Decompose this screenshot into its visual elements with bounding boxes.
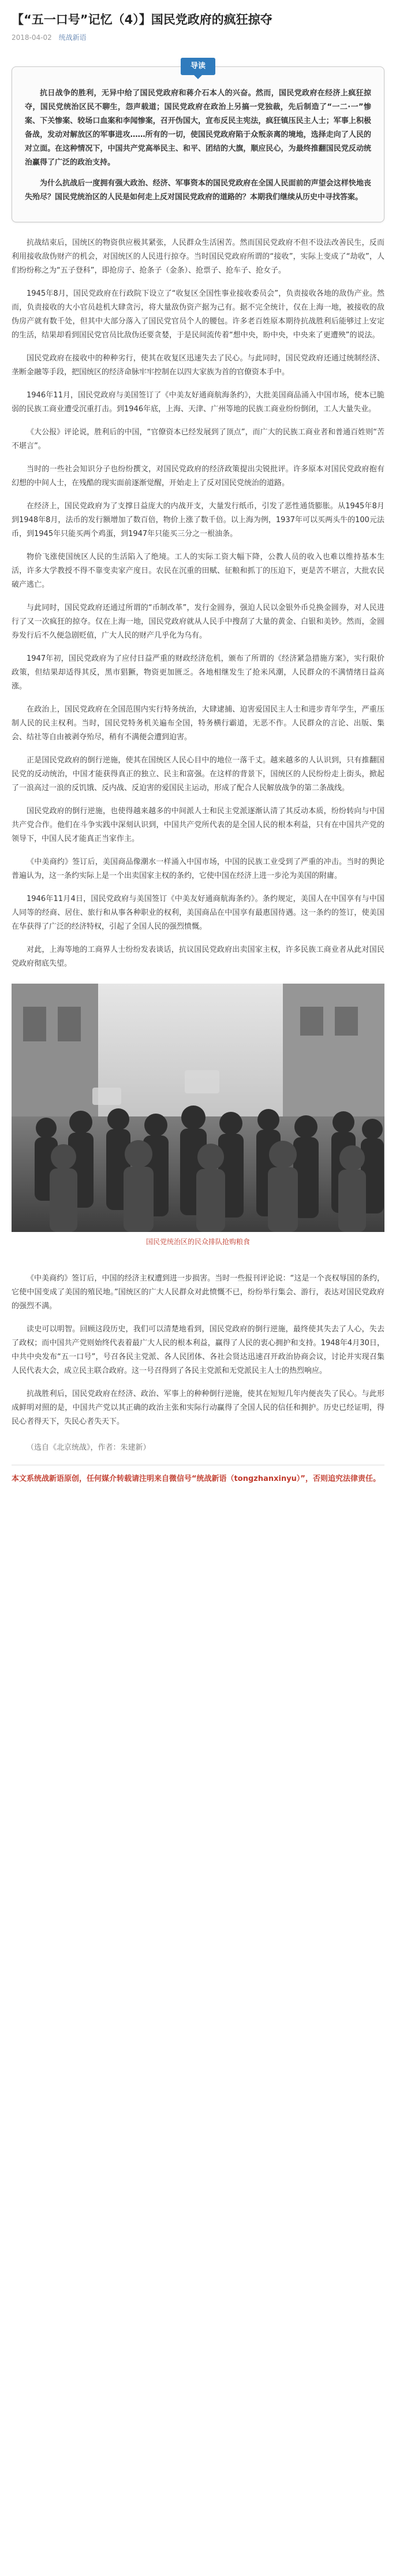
body-paragraph: 在政治上，国民党政府在全国范围内实行特务统治，大肆逮捕、迫害爱国民主人士和进步青年学生，严重压制人民的民主权利。当时，国民党特务机关遍布全国，特务横行霸道，无恶不作。人民群众的言论、出版、集会、结社等自由被剥夺殆尽，稍有不满便会遭到迫害。 — [12, 705, 384, 742]
guide-paragraph: 抗日战争的胜利，无异中给了国民党政府和蒋介石本人的兴奋。然而，国民党政府在经济上疯狂掠夺，国民党统治区民不聊生，怨声载道；国民党政府在政治上另搞一党独裁，先后制造了“一二·一”惨案、下关惨案、较场口血案和李闻惨案，召开伪国大，宣布反民主宪法，疯狂镇压民主人士；军事上积极备战，发动对解放区的军事进攻……所有的一切，使国民党政府陷于众叛亲离的境地，选择走向了人民的对立面。在这种情况下，中国共产党高举民主、和平、团结的大旗，顺应民心，为最终推翻国民党反动统治赢得了广泛的政治支持。 — [25, 89, 371, 167]
body-paragraph: 1946年11月4日，国民党政府与美国签订《中美友好通商航海条约》。条约规定，美国人在中国享有与中国人同等的经商、居住、旅行和从事各种职业的权利，美国商品在中国享有最惠国待遇。这一条约的签订，使美国在华获得了广泛的经济特权，引起了全国人民的强烈愤慨。 — [12, 895, 384, 931]
copyright-notice: 本文系统战新语原创，任何媒介转载请注明来自微信号“统战新语（tongzhanxinyu）”，否则追究法律责任。 — [12, 1475, 380, 1483]
body-paragraph: 读史可以明智。回顾这段历史，我们可以清楚地看到，国民党政府的倒行逆施，最终使其失去了人心，失去了政权；而中国共产党则始终代表着最广大人民的根本利益，赢得了人民的衷心拥护和支持。1948年4月30日，中共中央发布“五一口号”，号召各民主党派、各人民团体、各社会贤达迅速召开政治协商会议，讨论并实现召集人民代表大会，成立民主联合政府。这一号召得到了各民主党派和无党派民主人士的热烈响应。 — [12, 1325, 384, 1375]
body-paragraph: 《大公报》评论说，胜利后的中国，“官僚资本已经发展到了顶点”，而广大的民族工商业者和普通百姓则“苦不堪言”。 — [12, 428, 384, 451]
publish-date: 2018-04-02 — [12, 33, 52, 42]
body-paragraph: 国民党政府的倒行逆施，也使得越来越多的中间派人士和民主党派逐渐认清了其反动本质，纷纷转向与中国共产党合作。他们在斗争实践中深刻认识到，中国共产党所代表的是全国人民的根本利益，只有在中国共产党的领导下，中国人民才能真正当家作主。 — [12, 807, 384, 843]
source-link[interactable]: 统战新语 — [58, 33, 87, 42]
body-paragraph: 《中美商约》签订后，中国的经济主权遭到进一步损害。当时一些报刊评论说：“这是一个丧权辱国的条约，它使中国变成了美国的殖民地。”国统区的广大人民群众对此愤慨不已，纷纷举行集会、游行，表达对国民党政府的强烈不满。 — [12, 1274, 384, 1311]
article-body-continued — [0, 1258, 396, 1429]
guide-box — [12, 62, 384, 222]
guide-section — [0, 49, 396, 222]
historical-photo — [12, 984, 384, 1232]
photo-section — [0, 980, 396, 1258]
body-paragraph: 正是国民党政府的倒行逆施，使其在国统区人民心目中的地位一落千丈。越来越多的人认识到，只有推翻国民党的反动统治，中国才能获得真正的独立、民主和富强。在这样的背景下，国统区的人民纷纷走上街头，掀起了一浪高过一浪的反饥饿、反内战、反迫害的爱国民主运动，形成了配合人民解放战争的第二条战线。 — [12, 756, 384, 792]
article-meta — [0, 32, 396, 49]
body-paragraph: 在经济上，国民党政府为了支撑日益庞大的内战开支，大量发行纸币，引发了恶性通货膨胀。从1945年8月到1948年8月，法币的发行额增加了数百倍，物价上涨了数千倍。以上海为例，1937年可以买两头牛的100元法币，到1945年只能买两个鸡蛋，到1947年只能买三分之一根油条。 — [12, 502, 384, 538]
body-paragraph: 物价飞涨使国统区人民的生活陷入了绝境。工人的实际工资大幅下降，公教人员的收入也难以维持基本生活，许多大学教授不得不靠变卖家产度日。农民在沉重的田赋、征粮和抓丁的压迫下，更是苦不堪言，大批农民破产逃亡。 — [12, 553, 384, 589]
guide-paragraph: 为什么抗战后一度拥有强大政治、经济、军事资本的国民党政府在全国人民面前的声望会这样快地丧失殆尽？国民党统治区的人民是如何走上反对国民党政府的道路的？本期我们继续从历史中寻找答案。 — [25, 179, 371, 202]
body-paragraph: 抗战结束后，国统区的物资供应极其紧张，人民群众生活困苦。然而国民党政府不但不设法改善民生，反而利用接收敌伪财产的机会，对国统区的人民进行掠夺。当时国民党政府所谓的“接收”，实际上变成了“劫收”，人们纷纷称之为“五子登科”，即抢房子、抢条子（金条）、抢票子、抢车子、抢女子。 — [12, 239, 384, 275]
body-paragraph: 1946年11月，国民党政府与美国签订了《中美友好通商航海条约》，大批美国商品涌入中国市场，使本已脆弱的民族工商业遭受沉重打击。到1946年底，上海、天津、广州等地的民族工商业纷纷倒闭，工人大量失业。 — [12, 391, 384, 414]
body-paragraph: 与此同时，国民党政府还通过所谓的“币制改革”，发行金圆券，强迫人民以金银外币兑换金圆券，对人民进行了又一次疯狂的掠夺。仅在上海一地，国民党政府就从人民手中搜刮了大量的黄金、白银和美钞。然而，金圆券发行后不久便急剧贬值，广大人民的财产几乎化为乌有。 — [12, 604, 384, 640]
body-paragraph: 国民党政府在接收中的种种劣行，使其在收复区迅速失去了民心。与此同时，国民党政府还通过统制经济、垄断金融等手段，把国统区的经济命脉牢牢控制在以四大家族为首的官僚资本手中。 — [12, 354, 384, 377]
guide-badge: 导读 — [181, 58, 215, 75]
body-paragraph: 对此，上海等地的工商界人士纷纷发表谈话，抗议国民党政府出卖国家主权，许多民族工商业者从此对国民党政府彻底失望。 — [12, 945, 384, 968]
article-title: 【“五一口号”记忆（4）】国民党政府的疯狂掠夺 — [12, 13, 272, 27]
article-body — [0, 222, 396, 971]
body-paragraph: 1945年8月，国民党政府在行政院下设立了“收复区全国性事业接收委员会”，负责接收各地的敌伪产业。然而，负责接收的大小官员趁机大肆贪污，将大量敌伪资产据为己有。据不完全统计，仅在上海一地，被接收的敌伪房产就有数千处，但其中大部分落入了国民党官员个人的腰包。许多老百姓原本期待抗战胜利后能够过上安定的生活，结果却看到国民党官员比敌伪还要贪婪，于是民间流传着“想中央，盼中央，中央来了更遭殃”的说法。 — [12, 289, 384, 340]
author-line: （选自《北京统战》，作者：朱建新） — [27, 1443, 151, 1452]
body-paragraph: 抗战胜利后，国民党政府在经济、政治、军事上的种种倒行逆施，使其在短短几年内便丧失了民心。与此形成鲜明对照的是，中国共产党以其正确的政治主张和实际行动赢得了全国人民的信任和拥护。历史已经证明，得民心者得天下，失民心者失天下。 — [12, 1390, 384, 1426]
body-paragraph: 《中美商约》签订后，美国商品像潮水一样涌入中国市场，中国的民族工业受到了严重的冲击。当时的舆论普遍认为，这一条约实际上是一个出卖国家主权的条约，它使中国在经济上进一步沦为美国的附庸。 — [12, 858, 384, 880]
body-paragraph: 当时的一些社会知识分子也纷纷撰文，对国民党政府的经济政策提出尖锐批评。许多原本对国民党政府抱有幻想的中间人士，在残酷的现实面前逐渐觉醒，开始走上了反对国民党统治的道路。 — [12, 465, 384, 487]
photo-caption: 国民党统治区的民众排队抢购粮食 — [145, 1238, 250, 1246]
body-paragraph: 1947年初，国民党政府为了应付日益严重的财政经济危机，颁布了所谓的《经济紧急措施方案》，实行限价政策，但结果却适得其反，黑市猖獗，物资更加匮乏。各地相继发生了抢米风潮，人民群众的不满情绪日益高涨。 — [12, 654, 384, 691]
